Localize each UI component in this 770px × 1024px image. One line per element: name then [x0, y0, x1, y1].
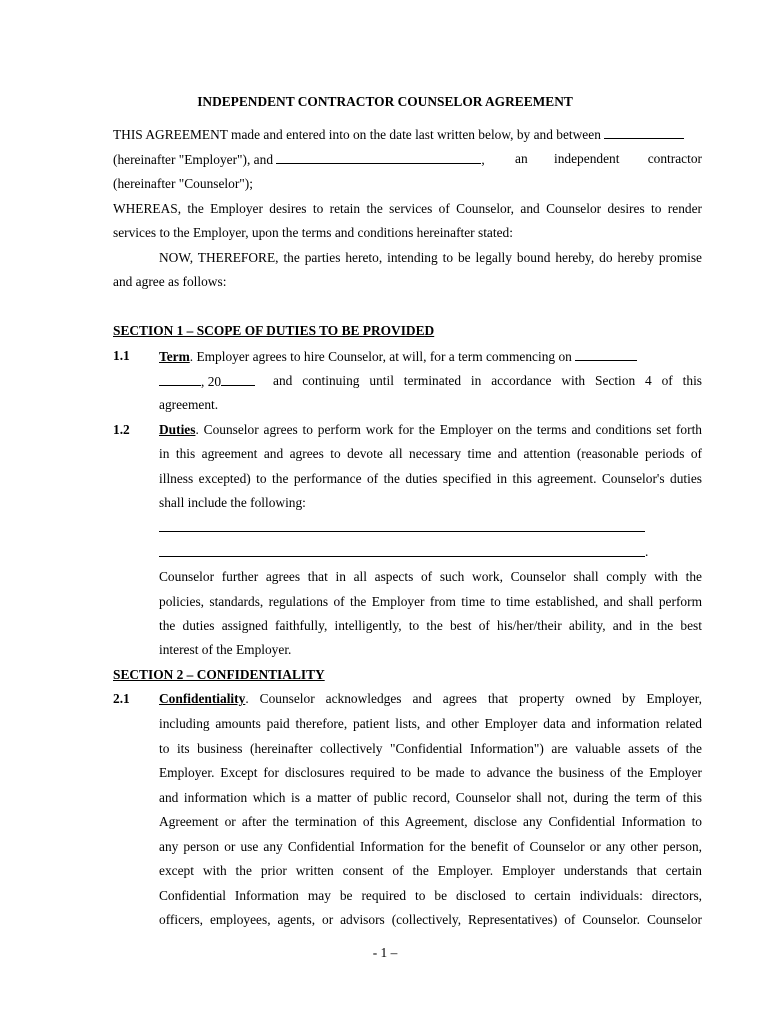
clause-2-1-line-2: including amounts paid therefore, patient lists, and other Employer data and information related	[159, 716, 702, 731]
section-1-heading: SECTION 1 – SCOPE OF DUTIES TO BE PROVIDED	[113, 323, 435, 338]
preamble-line-2: (hereinafter "Employer"), and , an independent contractor	[113, 151, 702, 167]
term-year-blank[interactable]	[221, 372, 255, 386]
clause-1-2-number: 1.2	[113, 422, 130, 437]
clause-2-1-line-9: Confidential Information may be required to be disclosed to certain individuals: directors,	[159, 888, 702, 903]
counselor-blank[interactable]	[276, 150, 481, 164]
clause-1-2-line-1: Duties. Counselor agrees to perform work for the Employer on the terms and conditions set forth	[159, 422, 702, 437]
clause-2-1-line-4: Employer. Except for disclosures required to be made to advance the business of the Employer	[159, 765, 702, 780]
clause-1-2-line-2: in this agreement and agrees to devote all necessary time and attention (reasonable periods of	[159, 446, 702, 461]
clause-1-1-line-1: Term. Employer agrees to hire Counselor, at will, for a term commencing on	[159, 347, 637, 366]
document-title: INDEPENDENT CONTRACTOR COUNSELOR AGREEMENT	[197, 94, 573, 109]
duties-blank-line-2[interactable]	[159, 556, 645, 557]
now-therefore-line-2: and agree as follows:	[113, 274, 227, 289]
clause-1-2-para-2-line-3: the duties assigned faithfully, intelligently, to the best of his/her/their ability, and in the best	[159, 618, 702, 633]
clause-1-2-line-3: illness excepted) to the performance of the duties specified in this agreement. Counselor's duties	[159, 471, 702, 486]
preamble-line-1: THIS AGREEMENT made and entered into on the date last written below, by and between	[113, 125, 684, 144]
clause-2-1-line-6: Agreement or after the termination of this Agreement, disclose any Confidential Information to	[159, 814, 702, 829]
clause-2-1-line-7: any person or use any Confidential Information for the benefit of Counselor or any other person,	[159, 839, 702, 854]
section-2-heading: SECTION 2 – CONFIDENTIALITY	[113, 667, 325, 682]
clause-2-1-number: 2.1	[113, 691, 130, 706]
clause-1-1-line-2: , 20 and continuing until terminated in accordance with Section 4 of this	[159, 372, 702, 391]
page-number: - 1 –	[372, 945, 398, 960]
whereas-line-2: services to the Employer, upon the terms and conditions hereinafter stated:	[113, 225, 513, 240]
clause-1-1-number: 1.1	[113, 348, 130, 363]
duties-end-period: .	[645, 544, 649, 559]
clause-1-1-line-3: agreement.	[159, 397, 219, 412]
preamble-line-3: (hereinafter "Counselor");	[113, 176, 253, 191]
term-day-blank[interactable]	[159, 372, 201, 386]
clause-2-1-line-10: officers, employees, agents, or advisors (collectively, Representatives) of Counselor. Counselor	[159, 912, 702, 927]
clause-1-2-line-4: shall include the following:	[159, 495, 306, 510]
clause-1-2-para-2-line-2: policies, standards, regulations of the Employer from time to time established, and shall perform	[159, 594, 702, 609]
now-therefore-line-1: NOW, THEREFORE, the parties hereto, intending to be legally bound hereby, do hereby promise	[159, 250, 702, 265]
clause-1-2-para-2-line-1: Counselor further agrees that in all aspects of such work, Counselor shall comply with the	[159, 569, 702, 584]
clause-1-2-para-2-line-4: interest of the Employer.	[159, 642, 292, 657]
whereas-line-1: WHEREAS, the Employer desires to retain the services of Counselor, and Counselor desires to render	[113, 201, 702, 216]
term-start-blank[interactable]	[575, 347, 637, 361]
clause-1-1-heading: Term	[159, 349, 190, 364]
clause-2-1-line-1: Confidentiality. Counselor acknowledges and agrees that property owned by Employer,	[159, 691, 702, 706]
clause-2-1-line-5: and information which is a matter of public record, Counselor shall not, during the term of this	[159, 790, 702, 805]
clause-2-1-line-8: except with the prior written consent of the Employer. Employer understands that certain	[159, 863, 702, 878]
clause-2-1-heading: Confidentiality	[159, 691, 246, 706]
clause-1-2-heading: Duties	[159, 422, 196, 437]
clause-2-1-line-3: to its business (hereinafter collectively "Confidential Information") are valuable assets of the	[159, 741, 702, 756]
employer-blank[interactable]	[604, 125, 684, 139]
duties-blank-line-1[interactable]	[159, 531, 645, 532]
